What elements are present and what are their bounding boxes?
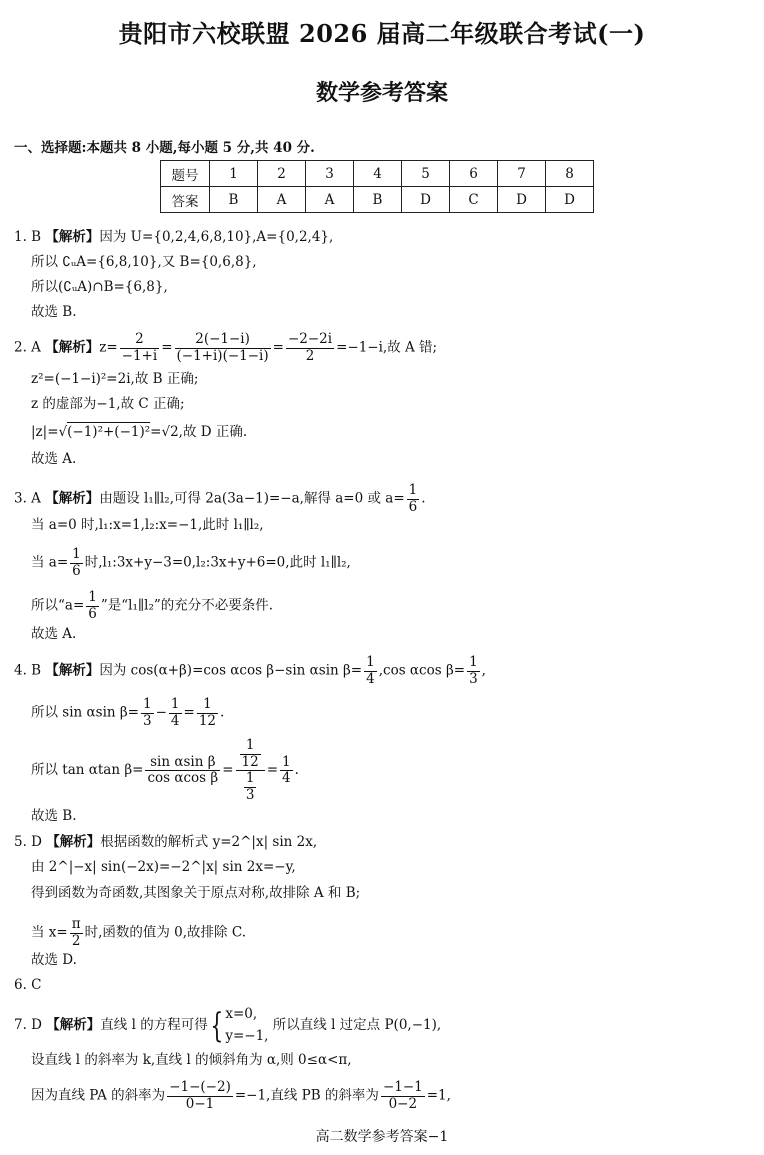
math-text: = (183, 704, 195, 721)
denominator: 4 (170, 712, 180, 729)
compound-fraction (236, 738, 265, 803)
numerator: sin αsin β (145, 755, 220, 772)
fraction (381, 1080, 425, 1112)
denominator: 6 (408, 498, 418, 515)
document-title: 贵阳市六校联盟 2026 届高二年级联合考试(一) (118, 19, 646, 48)
q4-line-3 (31, 738, 299, 803)
denominator: 0−1 (185, 1095, 215, 1112)
denominator: 2 (305, 347, 315, 364)
analysis-tag: 【解析】 (45, 229, 100, 245)
brace-icon: { (210, 1005, 224, 1046)
math-text: =−1,直线 PB 的斜率为 (234, 1087, 379, 1104)
q5-line-3: 得到函数为奇函数,其图象关于原点对称,故排除 A 和 B; (31, 885, 361, 901)
equation: y=−1, (225, 1027, 269, 1044)
q7-line-2: 设直线 l 的斜率为 k,直线 l 的倾斜角为 α,则 0≤α<π, (31, 1052, 352, 1068)
denominator: 3 (143, 712, 152, 729)
math-text: . (421, 490, 426, 507)
q6-line-1: 6. C (14, 977, 42, 993)
math-text: 时,函数的值为 0,故排除 C. (84, 924, 246, 941)
fraction (175, 332, 271, 364)
numerator: 2(−1−i) (175, 332, 271, 349)
numerator: 1 (88, 589, 97, 605)
analysis-tag: 【解析】 (45, 662, 100, 679)
section-heading: 一、选择题:本题共 8 小题,每小题 5 分,共 40 分. (14, 140, 315, 156)
q2-line-4: |z|=√(−1)²+(−1)²=√2,故 D 正确. (31, 424, 248, 440)
equation: x=0, (225, 1006, 258, 1022)
q1-line-2: 所以 ∁ᵤA={6,8,10},又 B={0,6,8}, (31, 254, 257, 270)
fraction (280, 755, 293, 787)
table-cell: C (450, 187, 498, 213)
denominator (236, 771, 265, 803)
numerator: 1 (170, 696, 180, 712)
q4-line-1 (14, 655, 486, 687)
q5-line-5: 故选 D. (31, 952, 77, 968)
math-text: 当 x= (31, 924, 68, 941)
math-text: z= (99, 339, 118, 356)
denominator: 12 (241, 753, 259, 770)
page-footer: 高二数学参考答案−1 (315, 1129, 449, 1145)
table-cell: B (354, 187, 402, 213)
denominator: (−1+i)(−1−i) (176, 347, 269, 364)
fraction (197, 697, 218, 729)
table-cell: D (498, 187, 546, 213)
numerator: −1−1 (382, 1079, 423, 1095)
table-cell: 8 (546, 161, 594, 187)
math-text: 当 a= (31, 554, 69, 571)
math-text: 所以 sin αsin β= (31, 704, 139, 721)
q1-line-3: 所以(∁ᵤA)∩B={6,8}, (31, 279, 168, 295)
math-text: 因为 cos(α+β)=cos αcos β−sin αsin β= (99, 662, 363, 679)
fraction (70, 917, 83, 949)
question-number: 7. D (14, 1017, 42, 1034)
denominator: −1+i (121, 347, 158, 364)
document-subtitle: 数学参考答案 (315, 80, 448, 106)
math-text: 所以 tan αtan β= (31, 762, 144, 779)
math-text: , (481, 662, 486, 679)
analysis-tag: 【解析】 (45, 339, 100, 356)
math-text: ”是“l₁∥l₂”的充分不必要条件. (100, 597, 274, 614)
table-cell: B (210, 187, 258, 213)
math-text: = (266, 762, 279, 779)
q4-line-2 (31, 697, 224, 729)
table-cell: 2 (258, 161, 306, 187)
numerator: π (71, 916, 81, 932)
q1-line-1 (14, 231, 333, 245)
q1-line-4: 故选 B. (31, 304, 77, 320)
q4-line-4: 故选 B. (31, 808, 77, 824)
denominator: 12 (198, 712, 216, 729)
math-text: . (220, 704, 225, 721)
fraction (364, 655, 377, 687)
table-cell: D (546, 187, 594, 213)
answer-table-row-answers (161, 187, 594, 213)
table-cell: D (402, 187, 450, 213)
q2-line-1: 2. A 【解析】z= $\frac{2}{-1+i}$ = $\frac{2(-1-i)}{(-1+i)(-1-i)}$ = $\frac{-2-2i}{2}$ =−1−i,故 A 错; (14, 331, 438, 364)
denominator: 4 (366, 670, 375, 687)
q3-line-1 (14, 483, 426, 515)
math-text: 直线 l 的方程可得 (100, 1017, 208, 1034)
fraction (240, 738, 261, 770)
numerator: 1 (282, 753, 291, 770)
math-text: = (222, 762, 234, 779)
numerator: −1−(−2) (169, 1079, 231, 1095)
denominator: 0−2 (388, 1095, 418, 1112)
table-cell: 7 (498, 161, 546, 187)
analysis-tag: 【解析】 (46, 834, 101, 850)
math-text: 所以“a= (31, 597, 85, 614)
numerator: 1 (197, 697, 218, 714)
q5-line-1 (14, 836, 317, 850)
fraction (167, 1080, 233, 1112)
math-text: =1, (426, 1087, 451, 1104)
table-cell: 3 (306, 161, 354, 187)
table-cell: 题号 (161, 161, 210, 187)
fraction (70, 547, 83, 579)
table-cell: 1 (210, 161, 258, 187)
table-cell: A (258, 187, 306, 213)
sqrt-radicand: (−1)²+(−1)² (67, 424, 151, 440)
fraction (244, 771, 257, 803)
q7-line-3 (31, 1080, 451, 1112)
denominator: 4 (282, 770, 291, 787)
fraction (86, 590, 99, 622)
math-text: 因为直线 PA 的斜率为 (31, 1087, 166, 1104)
denominator: cos αcos β (147, 770, 219, 787)
equation-system (225, 1004, 268, 1047)
math-text: ,cos αcos β= (378, 662, 466, 679)
math-text: 所以直线 l 过定点 P(0,−1), (272, 1017, 442, 1034)
math-text: 由题设 l₁∥l₂,可得 2a(3a−1)=−a,解得 a=0 或 a= (99, 490, 405, 507)
denominator: 2 (71, 932, 81, 949)
q2-line-5: 故选 A. (31, 451, 77, 467)
q7-line-1 (14, 1004, 441, 1047)
numerator: −2−2i (287, 331, 333, 347)
q3-line-2: 当 a=0 时,l₁:x=1,l₂:x=−1,此时 l₁∥l₂, (31, 517, 264, 533)
fraction (467, 655, 480, 687)
table-cell: 答案 (161, 187, 210, 213)
analysis-tag: 【解析】 (45, 490, 100, 507)
fraction (407, 483, 420, 515)
numerator: 1 (245, 770, 255, 787)
question-number: 4. B (14, 662, 42, 679)
solution-text: 根据函数的解析式 y=2^|x| sin 2x, (100, 834, 318, 850)
numerator: 1 (408, 482, 418, 498)
denominator: 3 (469, 670, 478, 687)
numerator: 2 (120, 332, 160, 349)
question-number: 5. D (14, 834, 42, 850)
q5-line-4 (31, 917, 246, 949)
table-cell: 5 (402, 161, 450, 187)
denominator: 6 (88, 605, 97, 622)
q2-line-3: z 的虚部为−1,故 C 正确; (31, 396, 185, 412)
table-cell: 6 (450, 161, 498, 187)
numerator: 1 (72, 546, 81, 562)
numerator: 1 (366, 654, 375, 670)
fraction (120, 332, 160, 364)
denominator: 3 (245, 786, 255, 803)
question-number: 1. B (14, 229, 42, 245)
fraction (145, 755, 220, 787)
fraction (169, 697, 182, 729)
question-number: 2. A (14, 339, 41, 356)
numerator: 1 (240, 738, 261, 755)
fraction (141, 697, 154, 729)
numerator: 1 (469, 654, 478, 670)
math-text: =√2,故 D 正确. (150, 424, 248, 440)
math-text: . (294, 762, 299, 779)
q3-line-5: 故选 A. (31, 626, 77, 642)
fraction (286, 332, 334, 364)
math-text: − (155, 704, 167, 721)
table-cell: 4 (354, 161, 402, 187)
answer-table-row-numbers (161, 161, 594, 187)
q3-line-4 (31, 590, 273, 622)
denominator: 6 (72, 562, 81, 579)
math-text: |z|= (31, 424, 59, 440)
q2-line-2: z²=(−1−i)²=2i,故 B 正确; (31, 371, 199, 387)
answer-table (160, 160, 594, 213)
math-text: =−1−i,故 A 错; (336, 339, 438, 356)
analysis-tag: 【解析】 (46, 1017, 101, 1034)
numerator (236, 738, 265, 771)
q5-line-2: 由 2^|−x| sin(−2x)=−2^|x| sin 2x=−y, (31, 859, 296, 875)
numerator: 1 (143, 696, 152, 712)
solution-text: 因为 U={0,2,4,6,8,10},A={0,2,4}, (99, 229, 334, 245)
q3-line-3 (31, 547, 351, 579)
math-text: 时,l₁:3x+y−3=0,l₂:3x+y+6=0,此时 l₁∥l₂, (84, 554, 351, 571)
question-number: 3. A (14, 490, 41, 507)
table-cell: A (306, 187, 354, 213)
